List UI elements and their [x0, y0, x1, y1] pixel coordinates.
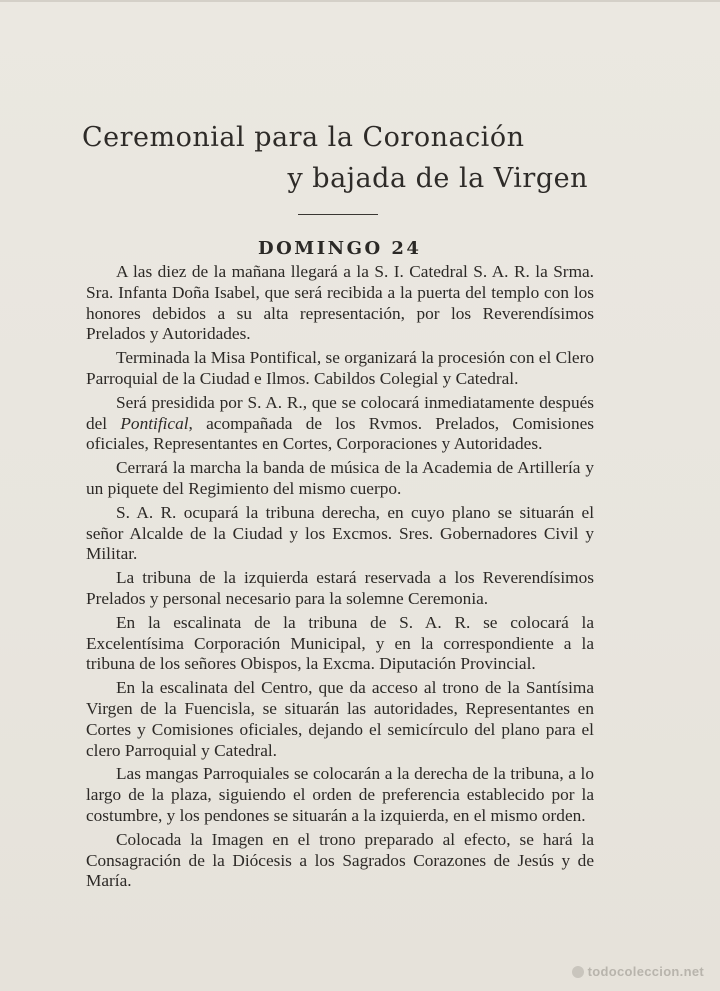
title-divider — [298, 214, 378, 215]
paragraph: A las diez de la mañana llegará a la S. I. Catedral S. A. R. la Srma. Sra. Infanta Doña Isabel, que será recibida a la puerta del templo con los honores debidos a su alta representación, por los Reverendísimos Prelados y Autoridades. — [86, 262, 594, 344]
paragraph: Colocada la Imagen en el trono preparado al efecto, se hará la Consagración de la Diócesis a los Sagrados Corazones de Jesús y de María. — [86, 829, 594, 891]
section-heading: DOMINGO 24 — [258, 238, 422, 259]
body-text — [86, 262, 594, 892]
title-line-2: y bajada de la Virgen — [287, 163, 588, 194]
paragraph: S. A. R. ocupará la tribuna derecha, en cuyo plano se situarán el señor Alcalde de la Ciudad y los Excmos. Sres. Gobernadores Civil y Militar. — [86, 502, 594, 564]
title-line-1: Ceremonial para la Coronación — [82, 122, 525, 153]
paragraph: La tribuna de la izquierda estará reservada a los Reverendísimos Prelados y personal necesario para la solemne Ceremonia. — [86, 568, 594, 608]
paragraph: En la escalinata del Centro, que da acceso al trono de la Santísima Virgen de la Fuencisla, se situarán las autoridades, Representantes en Cortes y Comisiones oficiales, dejando el semicírculo del plano para el clero Parroquial y Catedral. — [86, 678, 594, 760]
paragraph-part: , acompañada de los Rvmos. Prelados, Comisiones oficiales, Representantes en Cortes, Corporaciones y Autoridades. — [86, 413, 594, 454]
paragraph: Las mangas Parroquiales se colocarán a la derecha de la tribuna, a lo largo de la plaza, siguiendo el orden de preferencia establecido por la costumbre, y los pendones se situarán a la izquierda, en el mismo orden. — [86, 764, 594, 825]
watermark-text: todocoleccion.net — [587, 964, 704, 979]
top-edge — [0, 0, 720, 2]
paragraph — [86, 393, 594, 455]
watermark — [572, 964, 704, 979]
italic-word: Pontifical — [120, 413, 189, 433]
paragraph: Cerrará la marcha la banda de música de la Academia de Artillería y un piquete del Regimiento del mismo cuerpo. — [86, 458, 594, 498]
paragraph: Terminada la Misa Pontifical, se organizará la procesión con el Clero Parroquial de la Ciudad e Ilmos. Cabildos Colegial y Catedral. — [86, 348, 594, 388]
paragraph-part: Será presidida por S. A. R., que se colocará inmediatamente después del — [86, 392, 594, 433]
paragraph: En la escalinata de la tribuna de S. A. R. se colocará la Excelentísima Corporación Municipal, y en la correspondiente a la tribuna de los señores Obispos, la Excma. Diputación Provincial. — [86, 612, 594, 674]
document-title — [82, 122, 622, 194]
watermark-logo-icon — [572, 966, 584, 978]
